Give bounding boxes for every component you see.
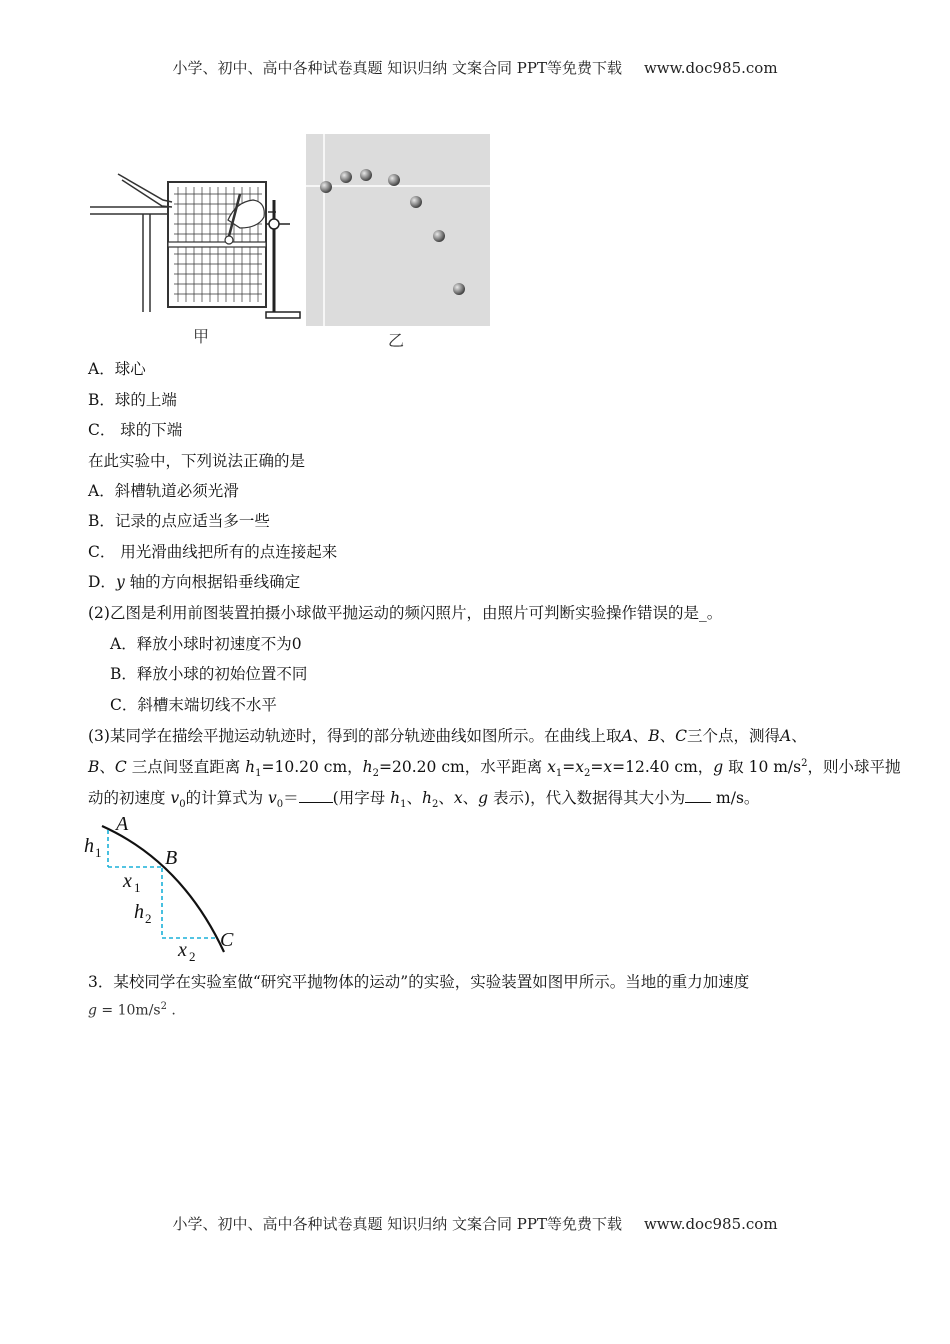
caption-jia: 甲 xyxy=(193,327,210,346)
label-h2-sub: 2 xyxy=(145,911,152,926)
answer-blank-1[interactable] xyxy=(299,788,333,803)
label-a: A xyxy=(116,813,129,835)
q3-line-2: B、C 三点间竖直距离 $h_1=10.20$ cm，$h_2=20.20$ cm，水平距离 $x_1=x_2=x=12.40$ cm，g 取 10 $m/s^2$，则小球平抛 xyxy=(88,757,901,780)
caption-yi: 乙 xyxy=(388,331,405,350)
q3-line-3: 动的初速度 $v_0$的计算式为 $v_0=$ (用字母 $h_1$、$h_2$、x、g 表示)，代入数据得其大小为 m/s。 xyxy=(88,789,760,811)
strobe-ball-7 xyxy=(453,283,465,295)
q4-line-1: 3．某校同学在实验室做“研究平抛物体的运动”的实验，实验装置如图甲所示。当地的重力加速度 xyxy=(88,973,750,991)
label-b: B xyxy=(165,847,178,869)
strobe-ball-6 xyxy=(433,230,445,242)
experiment-figure xyxy=(88,132,498,350)
header-text: 小学、初中、高中各种试卷真题 知识归纳 文案合同 PPT等免费下载 xyxy=(172,59,622,77)
q2-option-b: B．释放小球的初始位置不同 xyxy=(110,665,308,683)
label-c: C xyxy=(220,929,234,951)
footer-text: 小学、初中、高中各种试卷真题 知识归纳 文案合同 PPT等免费下载 xyxy=(172,1215,622,1233)
q2-option-a: A．释放小球时初速度不为0 xyxy=(110,635,302,653)
page-footer xyxy=(0,1213,950,1234)
strobe-ball-2 xyxy=(340,171,352,183)
stand-drawing xyxy=(266,200,300,318)
strobe-ball-3 xyxy=(360,169,372,181)
q1b-prompt: 在此实验中，下列说法正确的是 xyxy=(88,452,306,470)
answer-blank-2[interactable] xyxy=(685,788,711,803)
label-x2-sub: 2 xyxy=(189,949,196,964)
strobe-photo xyxy=(306,134,490,326)
q1b-option-a: A．斜槽轨道必须光滑 xyxy=(88,482,239,500)
q1-option-c: C． 球的下端 xyxy=(88,421,183,439)
q3-line-1: (3)某同学在描绘平抛运动轨迹时，得到的部分轨迹曲线如图所示。在曲线上取A、B、C三个点，测得A、 xyxy=(88,727,807,745)
q1b-option-c: C． 用光滑曲线把所有的点连接起来 xyxy=(88,543,338,561)
strobe-ball-5 xyxy=(410,196,422,208)
label-x1-sub: 1 xyxy=(134,880,141,895)
label-h1-sub: 1 xyxy=(95,845,102,860)
footer-url[interactable]: www.doc985.com xyxy=(643,1215,778,1233)
strobe-ball-1 xyxy=(320,181,332,193)
trajectory-diagram xyxy=(82,812,242,964)
q1b-option-b: B．记录的点应适当多一些 xyxy=(88,512,270,530)
table-drawing xyxy=(90,174,172,312)
label-h1: h xyxy=(84,835,94,857)
q2-option-c: C．斜槽末端切线不水平 xyxy=(110,696,277,714)
header-url[interactable]: www.doc985.com xyxy=(643,59,778,77)
q1-option-a: A．球心 xyxy=(88,360,146,378)
apparatus-illustration xyxy=(88,132,498,347)
q1-option-b: B．球的上端 xyxy=(88,391,177,409)
q1b-option-d: D．y 轴的方向根据铅垂线确定 xyxy=(88,573,301,591)
label-x2: x xyxy=(178,939,187,961)
label-h2: h xyxy=(134,901,144,923)
gravity-value: $g = 10m/s^2$ . xyxy=(88,1001,176,1019)
strobe-ball-4 xyxy=(388,174,400,186)
hand-drawing xyxy=(225,194,264,244)
label-x1: x xyxy=(123,870,132,892)
q2-stem: (2)乙图是利用前图装置拍摄小球做平抛运动的频闪照片，由照片可判断实验操作错误的是_。 xyxy=(88,604,723,622)
page-header xyxy=(0,57,950,78)
grid-board xyxy=(168,182,276,307)
trajectory-svg xyxy=(82,812,242,964)
